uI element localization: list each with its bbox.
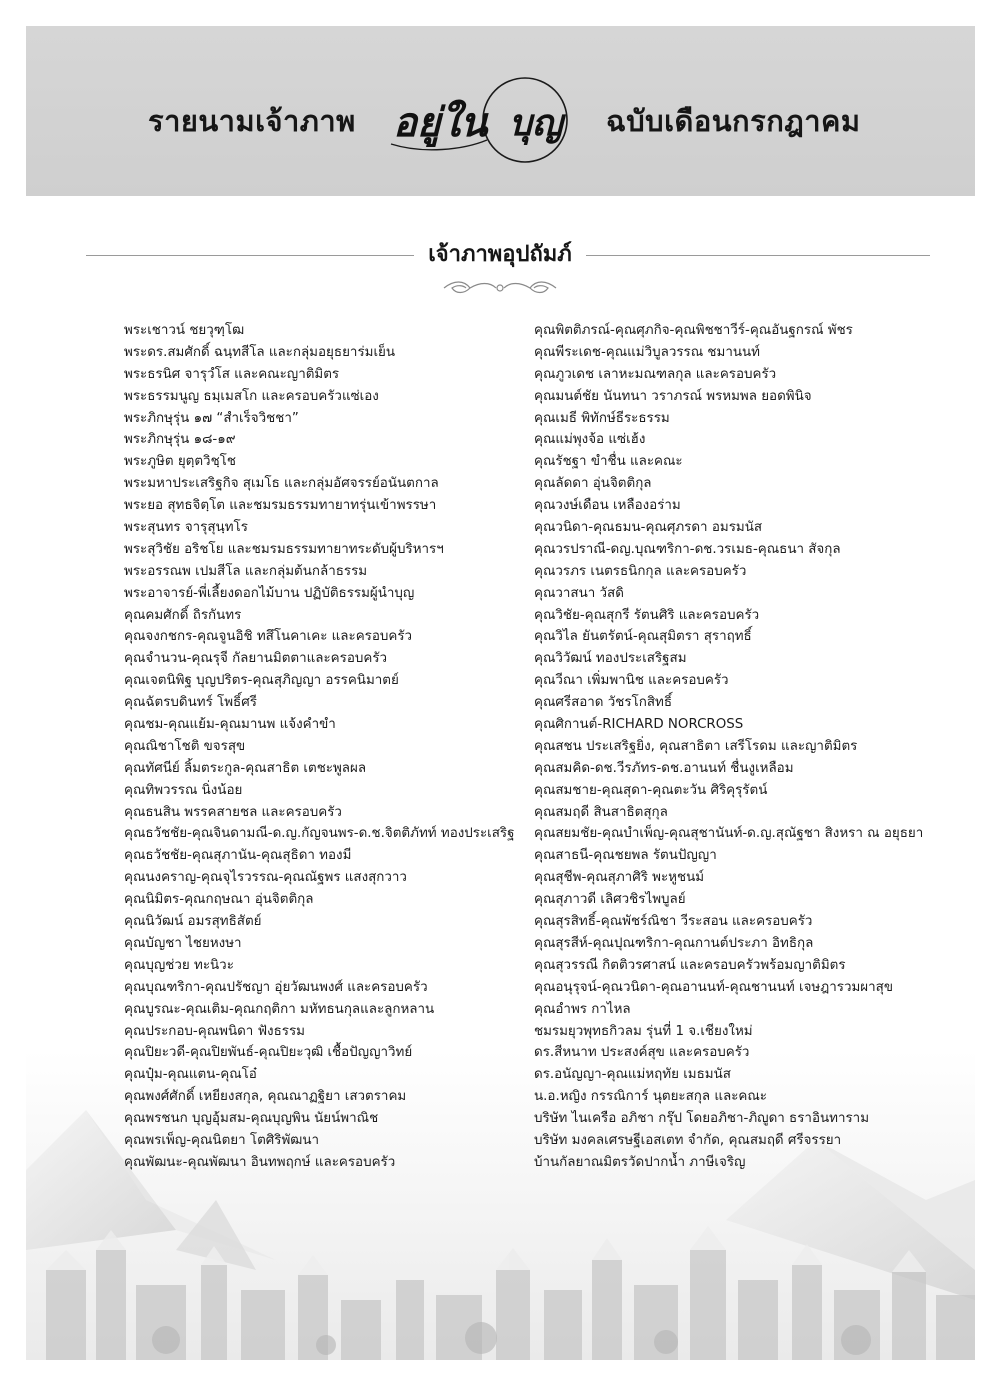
sponsor-name: คุณวาสนา วัสดิ: [534, 585, 624, 601]
sponsor-name: ชมรมยุวพุทธกิวลม รุ่นที่ 1 จ.เชียงใหม่: [534, 1023, 753, 1039]
sponsor-name: น.อ.หญิง กรรณิการ์ นุตยะสกุล และคณะ: [534, 1089, 767, 1105]
sponsor-name: คุณวงษ์เดือน เหลืองอร่าม: [534, 498, 681, 514]
sponsor-name: คุณพงศ์ศักดิ์ เหยียงสกุล, คุณณาฏฐิยา เสวตราคม: [124, 1089, 407, 1105]
sponsor-name: คุณคมศักดิ์ ถิรกันทร: [124, 607, 242, 623]
sponsor-name: คุณอำพร กาไหล: [534, 1001, 631, 1017]
sponsor-name: คุณพรชนก บุญอุ้มสม-คุณบุญพิน นัยน์พาณิช: [124, 1111, 379, 1127]
sponsor-name: บริษัท ไนเครือ อภิชา กรุ๊ป โดยอภิชา-ภิญูดา ธราอินทาราม: [534, 1111, 870, 1127]
title-divider-right: [586, 255, 930, 256]
sponsor-name: พระธรนิศ จารุวํโส และคณะญาติมิตร: [124, 366, 340, 382]
sponsor-name: คุณสุชีพ-คุณสุภาศิริ พะหูชนม์: [534, 870, 705, 886]
sponsor-name: คุณเมธี พิทักษ์ธีระธรรม: [534, 410, 670, 426]
sponsor-list-left: [124, 320, 524, 1174]
sponsor-name: พระภิกษุรุ่น ๑๗ “สำเร็จวิชชา”: [124, 410, 299, 426]
sponsor-name: บริษัท มงคลเศรษฐีเอสเตท จำกัด, คุณสมฤดี ศรีจรรยา: [534, 1132, 842, 1148]
sponsor-name: ดร.อนัญญา-คุณแม่หฤทัย เมธมนัส: [534, 1067, 731, 1083]
sponsor-name: พระเชาวน์ ชยวุฑฺโฒ: [124, 323, 245, 338]
sponsor-name: คุณประกอบ-คุณพนิดา ฟังธรรม: [124, 1023, 305, 1039]
sponsor-name: คุณนิวัฒน์ อมรสุทธิสัตย์: [124, 914, 262, 930]
sponsor-name: คุณปุ๋ม-คุณแตน-คุณโอ๋: [124, 1067, 257, 1083]
sponsor-name: พระอาจารย์-พี่เลี้ยงดอกไม้บาน ปฏิบัติธรรมผู้นำบุญ: [124, 585, 415, 601]
sponsor-name: คุณสุวรรณี กิตติวรศาสน์ และครอบครัวพร้อมญาติมิตร: [534, 957, 846, 973]
sponsor-name: คุณศรีสอาด วัชรโกสิทธิ์: [534, 695, 673, 711]
sponsor-name: คุณบุญช่วย ทะนิวะ: [124, 957, 234, 973]
sponsor-name: พระภูษิต ยุตฺตวิชฺโช: [124, 454, 236, 470]
sponsor-name: คุณวิชัย-คุณสุกรี รัตนศิริ และครอบครัว: [534, 607, 760, 623]
sponsor-name: คุณศิกานต์-RICHARD NORCROSS: [534, 717, 744, 733]
sponsor-name: คุณบูรณะ-คุณเติม-คุณกฤติกา มหัทธนกุลและลูกหลาน: [124, 1001, 435, 1017]
sponsor-name: คุณพีระเดช-คุณแม่วิบูลวรรณ ชมานนท์: [534, 344, 760, 360]
sponsor-name: คุณบัญชา ไชยหงษา: [124, 935, 242, 951]
sponsor-name: คุณปิยะวดี-คุณปิยพันธ์-คุณปิยะวุฒิ เชื้อปัญญาวิทย์: [124, 1045, 413, 1061]
sponsor-name: คุณสมคิด-ดช.วีรภัทร-ดช.อานนท์ ชื่นงูเหลือม: [534, 760, 794, 776]
sponsor-name: คุณเจตนิพิฐ บุญปริตร-คุณสุภิญญา อรรคนิมาตย์: [124, 673, 399, 689]
sponsor-name: คุณมนต์ชัย นันทนา วราภรณ์ พรหมพล ยอดพินิจ: [534, 388, 812, 404]
sponsor-name: คุณพัฒนะ-คุณพัฒนา อินทพฤกษ์ และครอบครัว: [124, 1154, 396, 1170]
sponsor-name: พระอรรณพ เปมสีโล และกลุ่มต้นกล้าธรรม: [124, 563, 368, 579]
sponsor-name: คุณวิวัฒน์ ทองประเสริฐสม: [534, 651, 687, 667]
sponsor-name: คุณสุรสีห์-คุณปุณฑริกา-คุณกานต์ประภา อิทธิกุล: [534, 935, 814, 951]
sponsor-name: คุณสมฤดี สินสาธิตสุกุล: [534, 804, 668, 820]
sponsor-name: คุณชม-คุณแย้ม-คุณมานพ แจ้งคำขำ: [124, 717, 336, 733]
sponsor-name: คุณวิไล ยันตรัตน์-คุณสุมิตรา สุราฤทธิ์: [534, 629, 752, 645]
sponsor-name: คุณบุณฑริกา-คุณปรัชญา อุ่ยวัฒนพงศ์ และครอบครัว: [124, 979, 428, 995]
sponsor-name: คุณพรเพ็ญ-คุณนิตยา โตศิริพัฒนา: [124, 1132, 320, 1148]
sponsor-name: คุณสมชาย-คุณสุดา-คุณตะวัน ศิริคุรุรัตน์: [534, 782, 768, 798]
ornament-icon: [440, 276, 560, 300]
sponsor-name: พระสุวิชัย อริชโย และชมรมธรรมทายาทระดับผู้บริหารฯ: [124, 541, 444, 557]
sponsor-name: คุณจำนวน-คุณรุจี กัลยานมิตตาและครอบครัว: [124, 651, 388, 667]
sponsor-name: คุณวรปราณี-ดญ.บุณฑริกา-ดช.วรเมธ-คุณธนา สัจกุล: [534, 541, 841, 557]
sponsor-name: คุณธวัชชัย-คุณสุภานัน-คุณสุธิดา ทองมี: [124, 848, 352, 864]
sponsor-name: คุณทัศนีย์ ลิ้มตระกูล-คุณสาธิต เตชะพูลผล: [124, 760, 367, 776]
sponsor-name: คุณพิตติภรณ์-คุณศุภกิจ-คุณพิชชาวีร์-คุณอันฐกรณ์ พัชร: [534, 323, 853, 338]
magazine-logo: [383, 74, 593, 166]
sponsor-list-right: [534, 320, 954, 1174]
header-title-right: ฉบับเดือนกรกฎาคม: [606, 104, 861, 138]
sponsor-name: คุณภูวเดช เลาหะมณฑลกุล และครอบครัว: [534, 366, 777, 382]
sponsor-name: คุณสยมชัย-คุณบำเพ็ญ-คุณสุชานันท์-ด.ญ.สุณัฐชา สิงหรา ณ อยุธยา: [534, 826, 924, 842]
sponsor-name: คุณวีณา เพิ่มพานิช และครอบครัว: [534, 673, 729, 689]
sponsor-name: คุณนิมิตร-คุณกฤษณา อุ่นจิตติกุล: [124, 892, 314, 908]
sponsor-name: คุณแม่พุงจ้อ แซ่เฮ้ง: [534, 432, 646, 448]
sponsor-name: คุณสุภาวดี เลิศวชิรไพบูลย์: [534, 892, 686, 908]
sponsor-name: พระสุนทร จารุสุนฺทโร: [124, 520, 248, 536]
sponsor-name: ดร.สีหนาท ประสงค์สุข และครอบครัว: [534, 1045, 750, 1061]
sponsor-name: คุณลัดดา อุ่นจิตติกุล: [534, 476, 652, 492]
header-title-left: รายนามเจ้าภาพ: [148, 104, 356, 138]
sponsor-name: พระดร.สมศักดิ์ ฉนฺทสีโล และกลุ่มอยุธยาร่มเย็น: [124, 344, 396, 360]
sponsor-name: คุณธนสิน พรรคสายชล และครอบครัว: [124, 804, 342, 820]
sponsor-name: คุณนงคราญ-คุณจุไรวรรณ-คุณณัฐพร แสงสุกวาว: [124, 870, 407, 886]
sponsor-name: คุณอนุรุจน์-คุณวนิดา-คุณอานนท์-คุณชานนท์ เจษฎารวมผาสุข: [534, 979, 893, 995]
sponsor-name: คุณรัชฐา ขำชื่น และคณะ: [534, 454, 683, 470]
sponsor-name: คุณสชน ประเสริฐยิ่ง, คุณสาธิตา เสรีโรดม และญาติมิตร: [534, 738, 858, 754]
logo-text-circle: บุญ: [509, 102, 563, 144]
sponsor-name: พระธรรมนูญ ธมฺเมสโก และครอบครัวแซ่เอง: [124, 388, 379, 404]
sponsor-name: คุณจงกชกร-คุณจูนอิชิ ทสึโนคาเคะ และครอบครัว: [124, 629, 413, 645]
sponsor-name: คุณฉัตรบดินทร์ โพธิ์ศรี: [124, 695, 257, 711]
sponsor-name: บ้านกัลยาณมิตรวัดปากน้ำ ภาษีเจริญ: [534, 1154, 746, 1170]
sponsor-name: พระยอ สุทธจิตฺโต และชมรมธรรมทายาทรุ่นเข้าพรรษา: [124, 498, 437, 514]
sponsor-name: คุณวนิดา-คุณธมน-คุณศุภรดา อมรมนัส: [534, 520, 763, 536]
sponsor-name: คุณสุรสิทธิ์-คุณพัชร์ณิชา วีระสอน และครอบครัว: [534, 914, 813, 930]
sponsor-name: พระมหาประเสริฐกิจ สุเมโธ และกลุ่มอัศจรรย์อนันตกาล: [124, 476, 439, 492]
logo-text-main: อยู่ใน: [393, 99, 488, 146]
sponsor-name: คุณธวัชชัย-คุณจินดามณี-ด.ญ.กัญจนพร-ด.ช.จิตติภัทท์ ทองประเสริฐ: [124, 826, 515, 842]
section-title: เจ้าภาพอุปถัมภ์: [428, 242, 572, 267]
sponsor-name: คุณทิพวรรณ นิ่งน้อย: [124, 782, 243, 798]
sponsor-name: คุณสาธนี-คุณชยพล รัตนปัญญา: [534, 848, 717, 864]
sponsor-name: คุณวรภร เนตรธนิกกุล และครอบครัว: [534, 563, 747, 579]
sponsor-name: พระภิกษุรุ่น ๑๘-๑๙: [124, 432, 236, 448]
sponsor-name: คุณณิชาโชติ ขจรสุข: [124, 738, 246, 754]
